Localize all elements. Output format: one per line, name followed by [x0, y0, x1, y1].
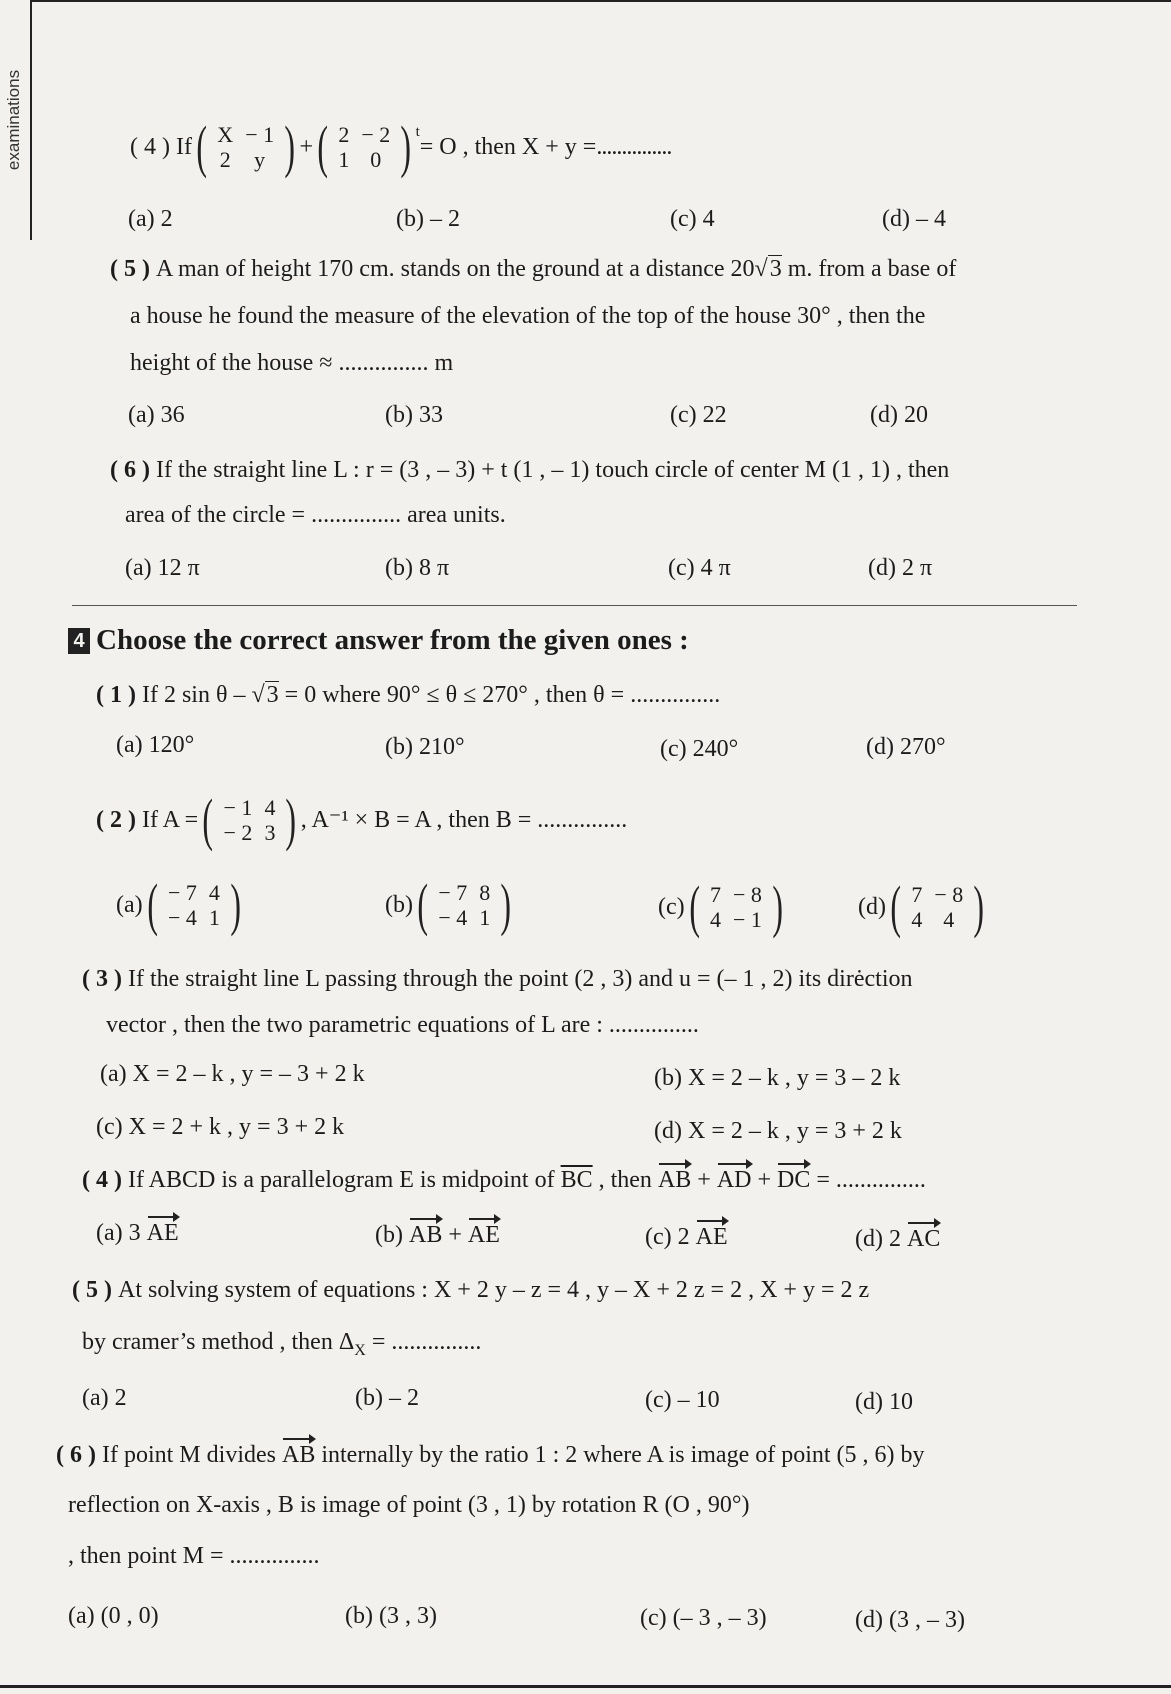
left-margin-rule — [30, 0, 32, 240]
s3-q4-tail: = O , then X + y = — [419, 134, 597, 160]
s3-q4-option-a[interactable]: (a) 2 — [128, 206, 173, 232]
s4-q6-option-b[interactable]: (b) (3 , 3) — [345, 1603, 437, 1629]
s4-q4-option-b[interactable]: (b) AB + AE — [375, 1222, 500, 1248]
s4-q5-line-1: ( 5 ) At solving system of equations : X + 2 y – z = 4 , y – X + 2 z = 2 , X + y = 2 z — [72, 1277, 870, 1303]
s3-q5-line-2: a house he found the measure of the elevation of the top of the house 30° , then the — [130, 303, 926, 329]
s4-q1-option-b[interactable]: (b) 210° — [385, 734, 465, 760]
section-4-badge: 4 — [68, 628, 90, 654]
s4-q1-option-a[interactable]: (a) 120° — [116, 732, 195, 758]
s3-q4-matrix-2: ( 2 − 2 1 0 ) — [317, 114, 412, 179]
top-rule — [30, 0, 1171, 2]
s3-q5-option-a[interactable]: (a) 36 — [128, 402, 185, 428]
s4-q2-option-b[interactable]: (b) ( − 7 8 − 4 1 ) — [385, 872, 512, 937]
s3-q4-option-c[interactable]: (c) 4 — [670, 206, 715, 232]
s3-q6-option-c[interactable]: (c) 4 π — [668, 555, 731, 581]
s4-q3-line-1: ( 3 ) If the straight line L passing through the point (2 , 3) and u = (– 1 , 2) its dirėction — [82, 966, 913, 992]
s3-q4-blank: ............... — [596, 134, 672, 160]
s4-q1-option-d[interactable]: (d) 270° — [866, 734, 946, 760]
s3-q6-option-d[interactable]: (d) 2 π — [868, 555, 933, 581]
s3-q4-number: ( 4 ) — [130, 134, 170, 160]
s4-q5-option-b[interactable]: (b) – 2 — [355, 1385, 419, 1411]
s3-q4-option-b[interactable]: (b) – 2 — [396, 206, 460, 232]
s4-q5-option-d[interactable]: (d) 10 — [855, 1389, 913, 1415]
s4-q6-option-d[interactable]: (d) (3 , – 3) — [855, 1607, 965, 1633]
margin-label: examinations — [4, 69, 24, 171]
s3-q5-line-3: height of the house ≈ ............... m — [130, 350, 454, 376]
s4-q3-option-a[interactable]: (a) X = 2 – k , y = – 3 + 2 k — [100, 1061, 365, 1087]
s4-q6-option-a[interactable]: (a) (0 , 0) — [68, 1603, 159, 1629]
section-4-title — [68, 624, 689, 657]
s4-q6-line-2: reflection on X-axis , B is image of point (3 , 1) by rotation R (O , 90°) — [68, 1492, 750, 1518]
s4-q5-option-a[interactable]: (a) 2 — [82, 1385, 127, 1411]
s4-q6-option-c[interactable]: (c) (– 3 , – 3) — [640, 1605, 767, 1631]
s3-q6-option-b[interactable]: (b) 8 π — [385, 555, 450, 581]
section-4-heading: Choose the correct answer from the given ones : — [96, 624, 689, 656]
s4-q1-stem: ( 1 ) If 2 sin θ – √3 = 0 where 90° ≤ θ ≤ 270° , then θ = ............... — [96, 682, 721, 708]
s3-q5-line-1: ( 5 ) A man of height 170 cm. stands on the ground at a distance 20√3 m. from a base of — [110, 256, 957, 282]
s3-q4-option-d[interactable]: (d) – 4 — [882, 206, 946, 232]
bottom-rule — [0, 1685, 1171, 1688]
s4-q6-line-3: , then point M = ............... — [68, 1543, 320, 1569]
s4-q2-option-c[interactable]: (c) ( 7 − 8 4 − 1 ) — [658, 874, 783, 939]
s4-q1-option-c[interactable]: (c) 240° — [660, 736, 739, 762]
s4-q4-stem: ( 4 ) If ABCD is a parallelogram E is midpoint of $\overline{BC}$ , then AB + AD + DC = ............... — [82, 1167, 926, 1193]
s3-q6-option-a[interactable]: (a) 12 π — [125, 555, 200, 581]
s4-q5-option-c[interactable]: (c) – 10 — [645, 1387, 720, 1413]
s4-q3-line-2: vector , then the two parametric equations of L are : ............... — [106, 1012, 699, 1038]
s4-q3-option-d[interactable]: (d) X = 2 – k , y = 3 + 2 k — [654, 1118, 902, 1144]
s4-q2-option-a[interactable]: (a) ( − 7 4 − 4 1 ) — [116, 872, 241, 937]
s3-q4-if: If — [175, 134, 192, 160]
s4-q2-option-d[interactable]: (d) ( 7 − 8 4 4 ) — [858, 874, 985, 939]
s4-q6-line-1: ( 6 ) If point M divides AB internally by the ratio 1 : 2 where A is image of point (5 , 6) by — [56, 1442, 925, 1468]
s4-q2-matrix-a: ( − 1 4 − 2 3 ) — [202, 787, 297, 852]
s4-q5-line-2: by cramer’s method , then $\Delta_X$ = ............... — [82, 1329, 482, 1359]
s4-q4-option-d[interactable]: (d) 2 AC — [855, 1226, 941, 1252]
s3-q4-matrix-1: ( X − 1 2 y ) — [196, 114, 296, 179]
s4-q3-option-c[interactable]: (c) X = 2 + k , y = 3 + 2 k — [96, 1114, 345, 1140]
s3-q6-line-1: ( 6 ) If the straight line L : r = (3 , – 3) + t (1 , – 1) touch circle of center M (1 , 1) , then — [110, 457, 950, 483]
s3-q5-option-c[interactable]: (c) 22 — [670, 402, 727, 428]
s3-q4-plus: + — [299, 134, 313, 160]
s3-q5-option-d[interactable]: (d) 20 — [870, 402, 928, 428]
s3-q5-option-b[interactable]: (b) 33 — [385, 402, 443, 428]
s4-q2-stem: ( 2 ) If A = ( − 1 4 − 2 3 ) , A⁻¹ × B = A , then B = ............... — [96, 787, 628, 852]
s3-q4-transpose-mark: t — [415, 123, 420, 140]
section-divider — [72, 605, 1077, 606]
s3-q6-line-2: area of the circle = ............... area units. — [125, 502, 506, 528]
s3-q4-stem — [130, 114, 672, 179]
s4-q4-option-a[interactable]: (a) 3 AE — [96, 1220, 179, 1246]
s4-q4-option-c[interactable]: (c) 2 AE — [645, 1224, 728, 1250]
s4-q3-option-b[interactable]: (b) X = 2 – k , y = 3 – 2 k — [654, 1065, 901, 1091]
